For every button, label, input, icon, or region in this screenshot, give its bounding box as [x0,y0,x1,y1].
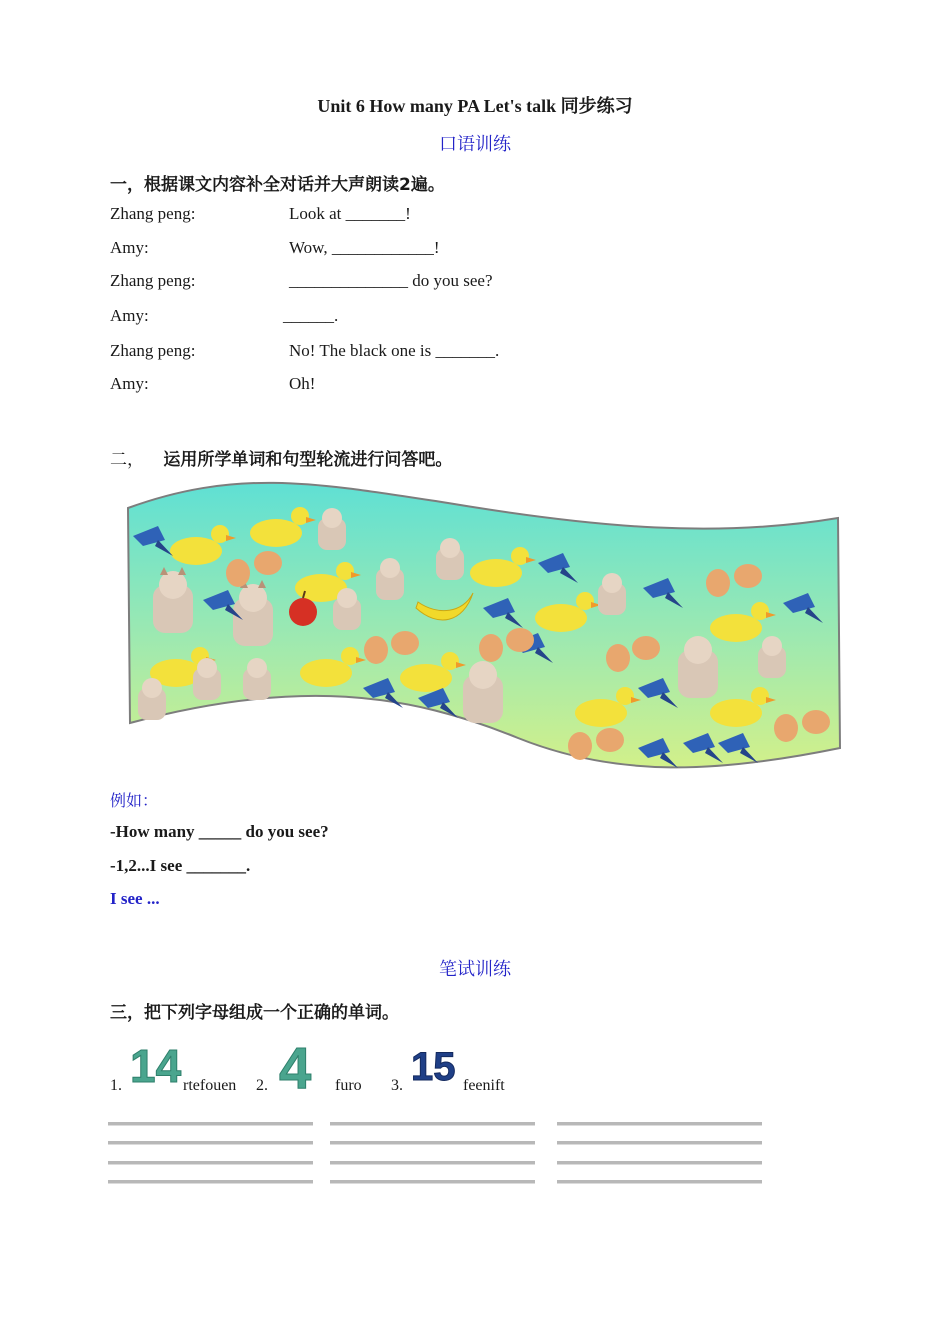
question-2-text: 运用所学单词和句型轮流进行问答吧。 [163,450,453,470]
example-answer: -1,2...I see _______. [110,856,251,875]
example-hint: I see ... [110,889,160,908]
writing-line [557,1122,762,1126]
dialogue-line: Oh! [289,374,316,393]
section-oral-title: 口语训练 [439,134,511,155]
picture-number-text: 15 [411,1045,456,1088]
writing-line [557,1161,762,1165]
animals-picture-banner [118,478,848,788]
example-question: -How many _____ do you see? [110,822,329,841]
item-number: 3. [391,1077,403,1094]
page-title: Unit 6 How many PA Let's talk 同步练习 [317,96,633,116]
scrambled-letters: rtefouen [183,1077,237,1094]
dialogue-speaker: Zhang peng: [110,204,196,223]
dialogue-line: Look at _______! [289,204,411,223]
item-number: 2. [256,1077,268,1094]
question-1-heading: 一，根据课文内容补全对话并大声朗读2遍。 [110,175,445,195]
writing-line [330,1180,535,1184]
picture-number-text: 14 [130,1040,182,1090]
dialogue-speaker: Zhang peng: [110,271,196,290]
scrambled-letters: feenift [463,1077,505,1094]
scrambled-letters: furo [335,1077,362,1094]
item-number: 1. [110,1077,122,1094]
picture-number-text: 4 [279,1036,312,1092]
writing-line [330,1141,535,1145]
number-picture-14 [130,1036,182,1090]
writing-line [108,1122,313,1126]
writing-line [108,1180,313,1184]
dialogue-line: ______________ do you see? [289,271,493,290]
writing-line [330,1161,535,1165]
writing-line [108,1141,313,1145]
dialogue-line: Wow, ____________! [289,238,440,257]
dialogue-line: ______. [283,306,339,325]
question-2-heading [110,445,452,470]
dialogue-speaker: Amy: [110,238,149,257]
question-2-number: 二， [110,450,144,470]
writing-line [108,1161,313,1165]
question-3-heading: 三，把下列字母组成一个正确的单词。 [110,1003,399,1023]
writing-line [330,1122,535,1126]
dialogue-speaker: Zhang peng: [110,341,196,360]
dialogue-speaker: Amy: [110,374,149,393]
number-picture-4 [277,1036,331,1092]
dialogue-speaker: Amy: [110,306,149,325]
writing-line [557,1180,762,1184]
writing-line [557,1141,762,1145]
example-label: 例如： [110,791,159,810]
number-picture-15 [410,1040,464,1088]
dialogue-line: No! The black one is _______. [289,341,500,360]
section-written-title: 笔试训练 [439,959,511,980]
